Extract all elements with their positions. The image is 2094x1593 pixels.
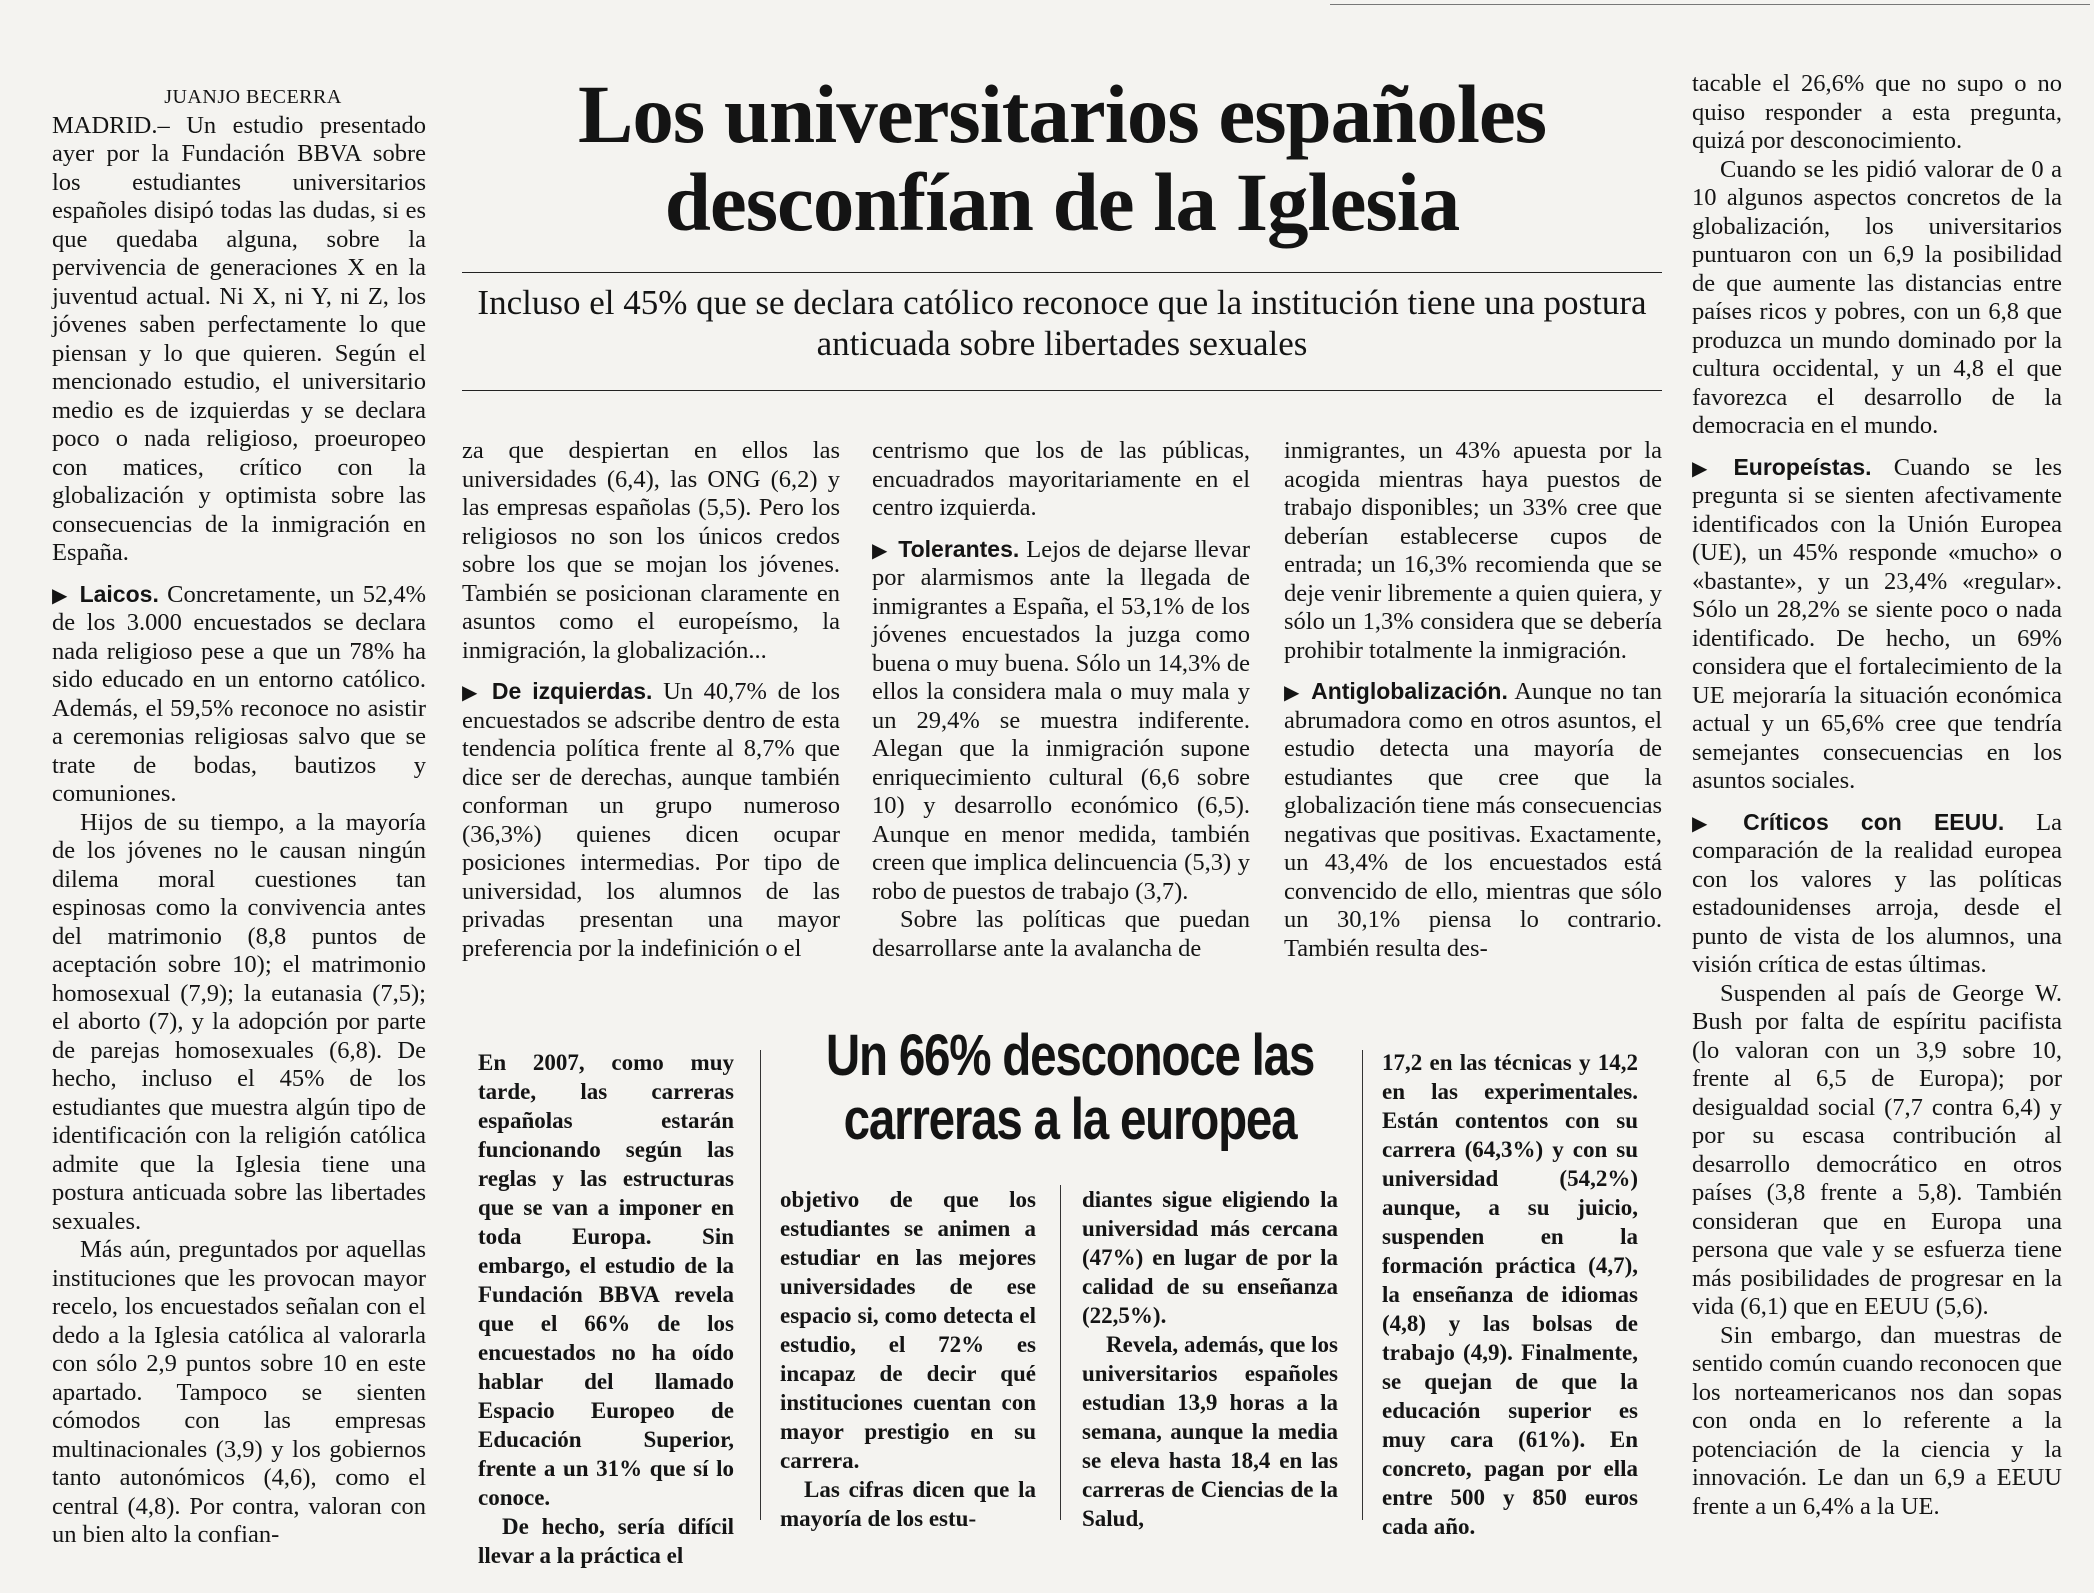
paragraph: Suspenden al país de George W. Bush por falta de espíritu pacifista (lo valoran con un 3,9 sobre 10, frente al 6,5 de Europa); por desigualdad social (7,7 contra 6,4) y por su escasa contribución al desarrollo democrático en otros países (3,8 frente a 5,8). También consideran que en Europa una persona que vale y se esfuerza tiene más posibilidades de progresar en la vida (6,1) que en EEUU (5,6). <box>1692 979 2062 1320</box>
article-column-1 <box>52 83 426 1550</box>
section-criticos-eeuu <box>1692 808 2062 980</box>
box-divider <box>1362 1050 1363 1520</box>
paragraph: za que despiertan en ellos las universidades (6,4), las ONG (6,2) y las empresas españolas (5,5). Pero los religiosos no son los únicos credos sobre los que se mojan los jóvenes. También se posicionan claramente en asuntos como el europeísmo, la inmigración, la globalización... <box>462 437 840 664</box>
box-paragraph: Las cifras dicen que la mayoría de los estu- <box>780 1477 1036 1531</box>
box-column-3 <box>1082 1185 1338 1533</box>
section-izquierdas <box>462 677 840 963</box>
headline: Los universitarios españoles desconfían de la Iglesia <box>577 68 1547 248</box>
section-text-europeistas: Cuando se les pregunta si se sienten afectivamente identificados con la Unión Europea (UE), un 45% responde «mucho» o «bastante», y un 23,4% «regular». Sólo un 28,2% se siente poco o nada identificado. De hecho, un 69% considera que el fortalecimiento de la UE mejoraría la situación económica actual y un 65,6% cree que tendría semejantes consecuencias en los asuntos sociales. <box>1692 453 2062 794</box>
box-column-1 <box>478 1048 734 1570</box>
triangle-right-icon: ▶ <box>872 537 889 562</box>
section-text-criticos-eeuu: La comparación de la realidad europea con los valores y las políticas estadounidenses arroja, desde el punto de vista de los alumnos, una visión crítica de estas últimas. <box>1692 808 2062 978</box>
section-heading-tolerantes: Tolerantes. <box>898 535 1020 562</box>
section-heading-izquierdas: De izquierdas. <box>491 678 653 704</box>
section-heading-europeistas: Europeístas. <box>1733 453 1872 480</box>
box-column-2 <box>780 1185 1036 1533</box>
byline: JUANJO BECERRA <box>164 86 342 108</box>
article-column-4 <box>1284 437 1662 963</box>
box-paragraph: De hecho, sería difícil llevar a la práctica el <box>478 1514 734 1568</box>
paragraph: Sin embargo, dan muestras de sentido común cuando reconocen que los norteamericanos nos dan sopas con onda en lo referente a la potenciación de la ciencia y la innovación. Le dan un 6,9 a EEUU frente a un 6,4% a la UE. <box>1692 1321 2062 1520</box>
article-column-5 <box>1692 70 2062 1521</box>
box-paragraph: En 2007, como muy tarde, las carreras españolas estarán funcionando según las reglas y las estructuras que se van a imponer en toda Europa. Sin embargo, el estudio de la Fundación BBVA revela que el 66% de los encuestados no ha oído hablar del llamado Espacio Europeo de Educación Superior, frente a un 31% que sí lo conoce. <box>478 1050 734 1510</box>
subtitle-rule <box>462 390 1662 391</box>
box-paragraph: diantes sigue eligiendo la universidad más cercana (47%) en lugar de por la calidad de su enseñanza (22,5%). <box>1082 1187 1338 1328</box>
article-column-3 <box>872 437 1250 963</box>
lead-paragraph: MADRID.– Un estudio presentado ayer por la Fundación BBVA sobre los estudiantes universitarios españoles disipó todas las dudas, si es que quedaba alguna, sobre la pervivencia de generaciones X en la juventud actual. Ni X, ni Y, ni Z, los jóvenes saben perfectamente lo que piensan y lo que quieren. Según el mencionado estudio, el universitario medio es de izquierdas y se declara poco o nada religioso, proeuropeo con matices, crítico con la globalización y optimista sobre las consecuencias de la inmigración en España. <box>52 111 426 566</box>
section-text-laicos: Concretamente, un 52,4% de los 3.000 encuestados se declara nada religioso pese a que un 78% ha sido educado en un entorno católico. Además, el 59,5% reconoce no asistir a ceremonias religiosas salvo que se trate de bodas, bautizos y comuniones. <box>52 580 427 807</box>
box-paragraph: Revela, además, que los universitarios españoles estudian 13,9 horas a la semana, aunque la media se eleva hasta 18,4 en las carreras de Ciencias de la Salud, <box>1082 1332 1338 1531</box>
box-paragraph: objetivo de que los estudiantes se animen a estudiar en las mejores universidades de ese espacio si, como detecta el estudio, el 72% es incapaz de decir qué instituciones cuentan con mayor prestigio en su carrera. <box>780 1187 1036 1473</box>
box-headline: Un 66% desconoce las carreras a la europea <box>825 1023 1315 1152</box>
paragraph: Sobre las políticas que puedan desarrollarse ante la avalancha de <box>872 906 1250 962</box>
box-divider <box>1060 1185 1061 1520</box>
section-text-antiglobalizacion: Aunque no tan abrumadora como en otros asuntos, el estudio detecta una mayoría de estudiantes que cree que la globalización tiene más consecuencias negativas que positivas. Exactamente, un 43,4% de los encuestados está convencido de ello, mientras que sólo un 30,1% piensa lo contrario. También resulta des- <box>1284 678 1663 962</box>
triangle-right-icon: ▶ <box>462 680 482 704</box>
section-europeistas <box>1692 453 2062 796</box>
paragraph: Hijos de su tiempo, a la mayoría de los jóvenes no le causan ningún dilema moral cuestiones tan espinosas como la convivencia antes del matrimonio (8,8 puntos de aceptación sobre 10); el matrimonio homosexual (7,9); la eutanasia (7,5); el aborto (7), y la adopción por parte de parejas homosexuales (6,8). De hecho, incluso el 45% de los estudiantes que muestra algún tipo de identificación con la religión católica admite que la Iglesia tiene una postura anticuada sobre las libertades sexuales. <box>52 808 426 1235</box>
box-paragraph: 17,2 en las técnicas y 14,2 en las experimentales. Están contentos con su carrera (64,3%) y con su universidad (54,2%) aunque, a su juicio, suspenden en la formación práctica (4,7), la enseñanza de idiomas (4,8) y las bolsas de trabajo (4,9). Finalmente, se quejan de que la educación superior es muy cara (61%). En concreto, pagan por ella entre 500 y 850 euros cada año. <box>1382 1050 1638 1539</box>
section-text-izquierdas: Un 40,7% de los encuestados se adscribe dentro de esta tendencia política frente al 8,7% que dice ser de derechas, aunque también conforman un grupo numeroso (36,3%) quienes dicen ocupar posiciones intermedias. Por tipo de universidad, los alumnos de las privadas presentan una mayor preferencia por la indefinición o el <box>462 678 841 962</box>
paragraph: centrismo que los de las públicas, encuadrados mayoritariamente en el centro izquierda. <box>872 437 1250 521</box>
section-heading-laicos: Laicos. <box>79 580 159 607</box>
headline-rule <box>462 272 1662 273</box>
section-laicos <box>52 580 426 809</box>
box-column-4 <box>1382 1048 1638 1541</box>
section-text-tolerantes: Lejos de dejarse llevar por alarmismos ante la llegada de inmigrantes a España, el 53,1% de los jóvenes encuestados la juzga como buena o muy buena. Sólo un 14,3% de ellos la considera mala o muy mala y un 29,4% se muestra indiferente. Alegan que la inmigración supone enriquecimiento cultural (6,6 sobre 10) y desarrollo económico (6,5). Aunque en menor medida, también creen que implica delincuencia (5,3) y robo de puestos de trabajo (3,7). <box>872 535 1250 905</box>
section-antiglobalizacion <box>1284 677 1662 963</box>
article-column-2 <box>462 437 840 963</box>
paragraph: tacable el 26,6% que no supo o no quiso responder a esta pregunta, quizá por desconocimiento. <box>1692 70 2062 154</box>
subtitle: Incluso el 45% que se declara católico reconoce que la institución tiene una postura anticuada sobre libertades sexuales <box>477 283 1647 363</box>
triangle-right-icon: ▶ <box>1284 680 1302 704</box>
triangle-right-icon: ▶ <box>1692 455 1724 480</box>
section-tolerantes <box>872 535 1250 907</box>
triangle-right-icon: ▶ <box>1692 810 1734 835</box>
paragraph: inmigrantes, un 43% apuesta por la acogida mientras haya puestos de trabajo disponibles; un 33% cree que deberían establecerse cupos de entrada; un 16,3% recomienda que se deje venir libremente a quien quiera, y sólo un 1,3% considera que se debería prohibir totalmente la inmigración. <box>1284 437 1662 664</box>
triangle-right-icon: ▶ <box>52 582 70 607</box>
top-rule <box>1330 4 2090 5</box>
section-heading-criticos-eeuu: Críticos con EEUU. <box>1743 808 2005 835</box>
section-heading-antiglobalizacion: Antiglobalización. <box>1311 678 1508 704</box>
paragraph: Cuando se les pidió valorar de 0 a 10 algunos aspectos concretos de la globalización, los universitarios puntuaron con un 6,9 la posibilidad de que aumente las distancias entre países ricos y pobres, con un 6,8 que produzca un mundo dominado por la cultura occidental, y un 4,8 el que favorezca el desarrollo de la democracia en el mundo. <box>1692 155 2062 439</box>
box-divider <box>760 1050 761 1520</box>
paragraph: Más aún, preguntados por aquellas instituciones que les provocan mayor recelo, los encuestados señalan con el dedo a la Iglesia católica al valorarla con sólo 2,9 puntos sobre 10 en este apartado. Tampoco se sienten cómodos con las empresas multinacionales (3,9) y los gobiernos tanto autonómicos (4,6), como el central (4,8). Por contra, valoran con un bien alto la confian- <box>52 1236 426 1548</box>
